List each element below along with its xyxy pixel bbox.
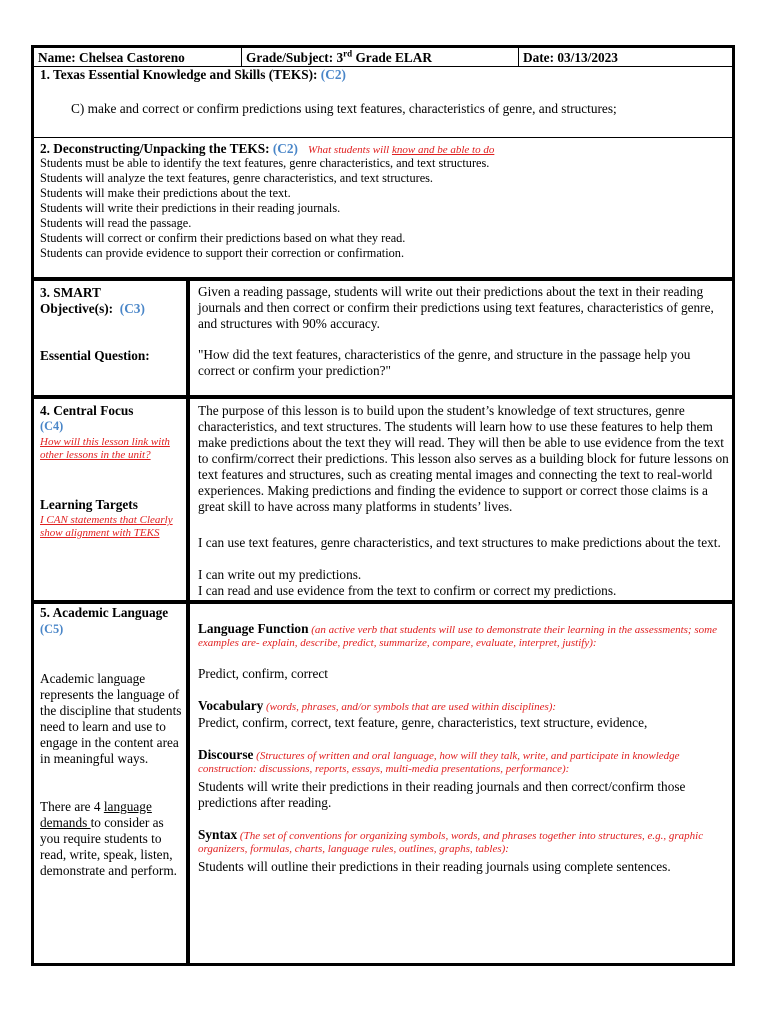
vocabulary-block: Vocabulary (words, phrases, and/or symbols that are used within disciplines): — [198, 698, 557, 713]
central-focus-text: The purpose of this lesson is to build upon the student’s knowledge of text structures, genre characteristics, and text structures. The students will learn how to use these features to help them make predictions about the text they will read. They will then be able to use evidence from the text to confirm/correct their predictions. This lesson also serves as a building block for future lessons on text features and structures, such as creating mental images and connecting the text to real-world experiences. Making predictions and finding the evidence to support or correct those claims is a great skill to have across many platforms in students’ lives. — [198, 403, 729, 514]
essential-question-text: "How did the text features, characteristics of the genre, and structure in the passage help you correct or confirm your prediction?" — [198, 347, 691, 378]
deconstruct-line: Students must be able to identify the text features, genre characteristics, and text structures. — [40, 156, 490, 170]
language-demands-text: There are 4 language demands to consider as you require students to read, write, speak, listen, demonstrate and perform. — [40, 799, 177, 878]
header-divider-1 — [241, 45, 242, 67]
lesson-date: Date: 03/13/2023 — [523, 50, 618, 65]
essential-question-label: Essential Question: — [40, 348, 150, 363]
language-function-text: Predict, confirm, correct — [198, 666, 328, 681]
section4-bottom-line — [31, 600, 735, 604]
central-focus-label: 4. Central Focus — [40, 403, 134, 418]
teacher-name: Name: Chelsea Castoreno — [38, 50, 185, 65]
grade-subject: Grade/Subject: 3rd Grade ELAR — [246, 48, 432, 65]
lesson-plan-page — [31, 45, 768, 966]
left-column-divider — [186, 281, 190, 963]
central-focus-hint: How will this lesson link with other lessons in the unit? — [40, 436, 170, 461]
discourse-block: Discourse (Structures of written and oral language, how will they talk, write, and participate in knowledge construction: discussions, reports, essays, multi-media presentations, performance): — [198, 747, 680, 775]
teks-heading: 1. Texas Essential Knowledge and Skills (TEKS): (C2) — [40, 67, 346, 82]
deconstruct-line: Students can provide evidence to support their correction or confirmation. — [40, 246, 405, 260]
deconstruct-line: Students will read the passage. — [40, 216, 192, 230]
smart-label: 3. SMART — [40, 285, 101, 300]
language-function-block: Language Function (an active verb that students will use to demonstrate their learning in the assessments; some examples are- explain, describe, predict, summarize, compare, evaluate, interpret, justify): — [198, 621, 717, 649]
academic-language-description: Academic language represents the language of the discipline that students need to learn and use to engage in the content area in meaningful ways. — [40, 671, 182, 766]
academic-language-label: 5. Academic Language — [40, 605, 169, 620]
learning-target-item: I can read and use evidence from the text to confirm or correct my predictions. — [198, 583, 617, 598]
teks-text: C) make and correct or confirm predictions using text features, characteristics of genre, and structures; — [71, 101, 617, 116]
deconstruct-heading: 2. Deconstructing/Unpacking the TEKS: (C2) What students will know and be able to do — [40, 141, 495, 156]
deconstruct-line: Students will write their predictions in their reading journals. — [40, 201, 341, 215]
learning-target-item: I can write out my predictions. — [198, 567, 362, 582]
deconstruct-line: Students will analyze the text features, genre characteristics, and text structures. — [40, 171, 434, 185]
discourse-text: Students will write their predictions in their reading journals and then correct/confirm those predictions after reading. — [198, 779, 686, 810]
syntax-block: Syntax (The set of conventions for organizing symbols, words, and phrases together into structures, e.g., graphic organizers, formulas, charts, language rules, outlines, graphs, tables): — [198, 827, 704, 855]
smart-objective-text: Given a reading passage, students will write out their predictions about the text in their reading journals and then correct or confirm their predictions using text features, characteristics of genre, and structures with 90% accuracy. — [198, 284, 714, 331]
section3-bottom-line — [31, 395, 735, 399]
vocabulary-text: Predict, confirm, correct, text feature, genre, characteristics, text structure, evidence, — [198, 715, 648, 730]
learning-target-item: I can use text features, genre characteristics, and text structures to make predictions about the text. — [198, 535, 721, 550]
learning-targets-label: Learning Targets — [40, 497, 138, 512]
central-focus-code: (C4) — [40, 419, 64, 433]
section2-bottom-line — [31, 277, 735, 281]
smart-label-2: Objective(s): (C3) — [40, 301, 145, 316]
academic-language-code: (C5) — [40, 622, 64, 636]
syntax-text: Students will outline their predictions in their reading journals using complete sentences. — [198, 859, 671, 874]
header-divider-2 — [518, 45, 519, 67]
teks-bottom-line — [31, 137, 735, 138]
learning-targets-hint: I CAN statements that Clearly show alignment with TEKS — [40, 514, 173, 539]
deconstruct-line: Students will make their predictions about the text. — [40, 186, 291, 200]
deconstruct-line: Students will correct or confirm their predictions based on what they read. — [40, 231, 406, 245]
